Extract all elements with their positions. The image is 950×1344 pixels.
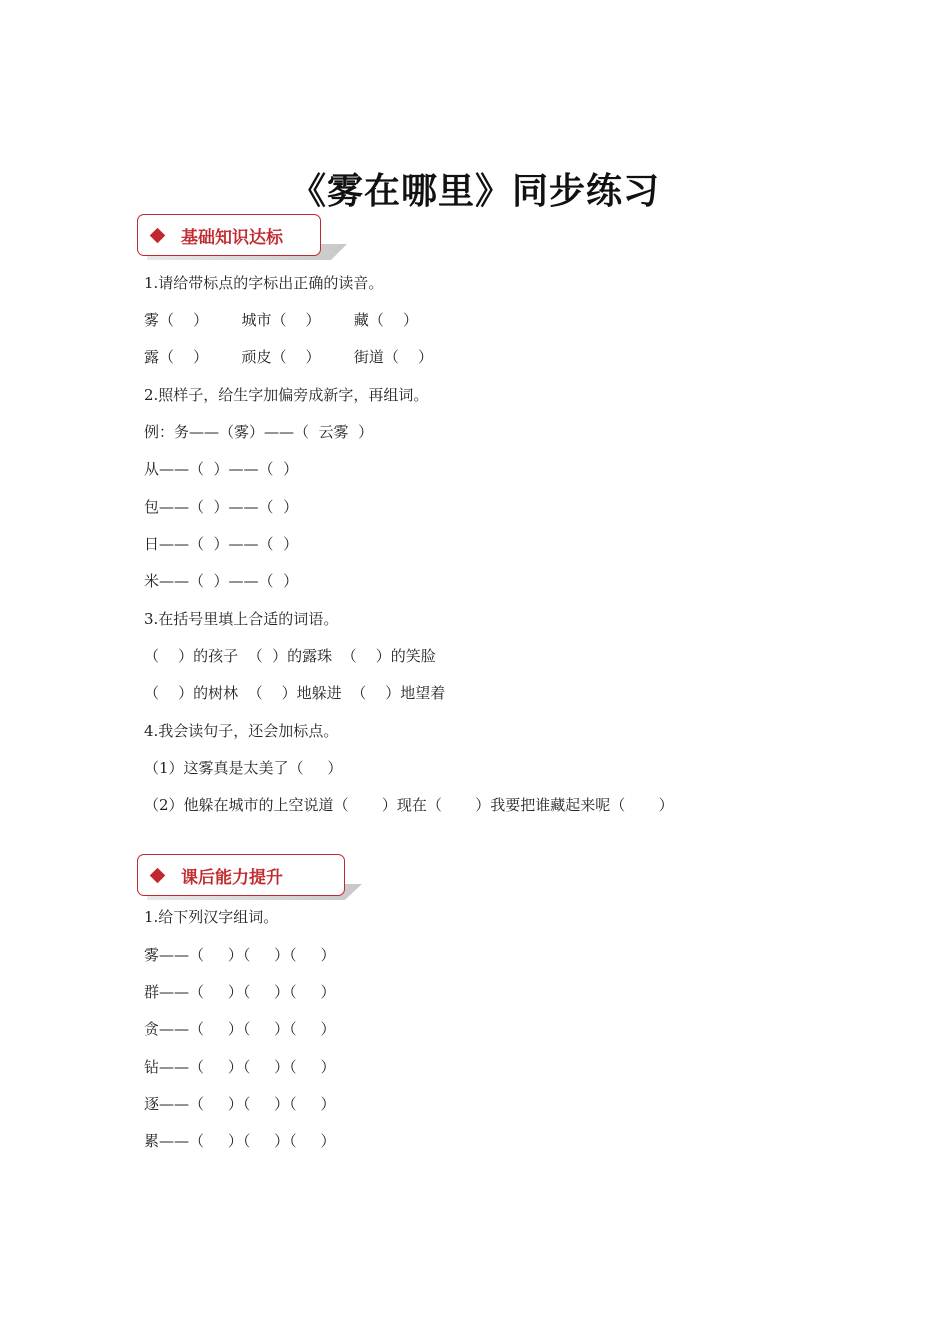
question-line: 累——（ ）（ ）（ ） — [144, 1132, 336, 1150]
section-badge-basic — [137, 214, 367, 262]
question-line: 逐——（ ）（ ）（ ） — [144, 1095, 336, 1113]
section-label: 课后能力提升 — [181, 867, 283, 888]
question-line: 例：务——（雾）——（ 云雾 ） — [144, 423, 374, 441]
question-line: 群——（ ）（ ）（ ） — [144, 983, 336, 1001]
question-line: 4.我会读句子，还会加标点。 — [144, 722, 339, 740]
question-line: 1.给下列汉字组词。 — [144, 908, 279, 926]
diamond-icon — [150, 867, 166, 883]
section-label: 基础知识达标 — [181, 227, 283, 248]
question-line: 3.在括号里填上合适的词语。 — [144, 610, 339, 628]
question-line: （1）这雾真是太美了（ ） — [144, 759, 343, 777]
section-badge-advanced — [137, 854, 367, 902]
question-line: 2.照样子，给生字加偏旁成新字，再组词。 — [144, 386, 429, 404]
page-title: 《雾在哪里》同步练习 — [289, 171, 660, 212]
question-line: 日——（ ）——（ ） — [144, 535, 299, 553]
badge-box — [137, 214, 321, 256]
diamond-icon — [150, 227, 166, 243]
question-line: 雾——（ ）（ ）（ ） — [144, 946, 336, 964]
question-line: 贪——（ ）（ ）（ ） — [144, 1020, 336, 1038]
question-line: （ ）的孩子 （ ）的露珠 （ ）的笑脸 — [144, 647, 436, 665]
question-line: （2）他躲在城市的上空说道（ ）现在（ ）我要把谁藏起来呢（ ） — [144, 796, 674, 814]
question-line: 1.请给带标点的字标出正确的读音。 — [144, 274, 384, 292]
question-line: 米——（ ）——（ ） — [144, 572, 299, 590]
question-line: 钻——（ ）（ ）（ ） — [144, 1058, 336, 1076]
question-line: （ ）的树林 （ ）地躲进 （ ）地望着 — [144, 684, 446, 702]
question-line: 露（ ） 顽皮（ ） 街道（ ） — [144, 348, 433, 366]
question-line: 包——（ ）——（ ） — [144, 498, 299, 516]
question-line: 雾（ ） 城市（ ） 藏（ ） — [144, 311, 418, 329]
question-line: 从——（ ）——（ ） — [144, 460, 299, 478]
badge-box — [137, 854, 345, 896]
